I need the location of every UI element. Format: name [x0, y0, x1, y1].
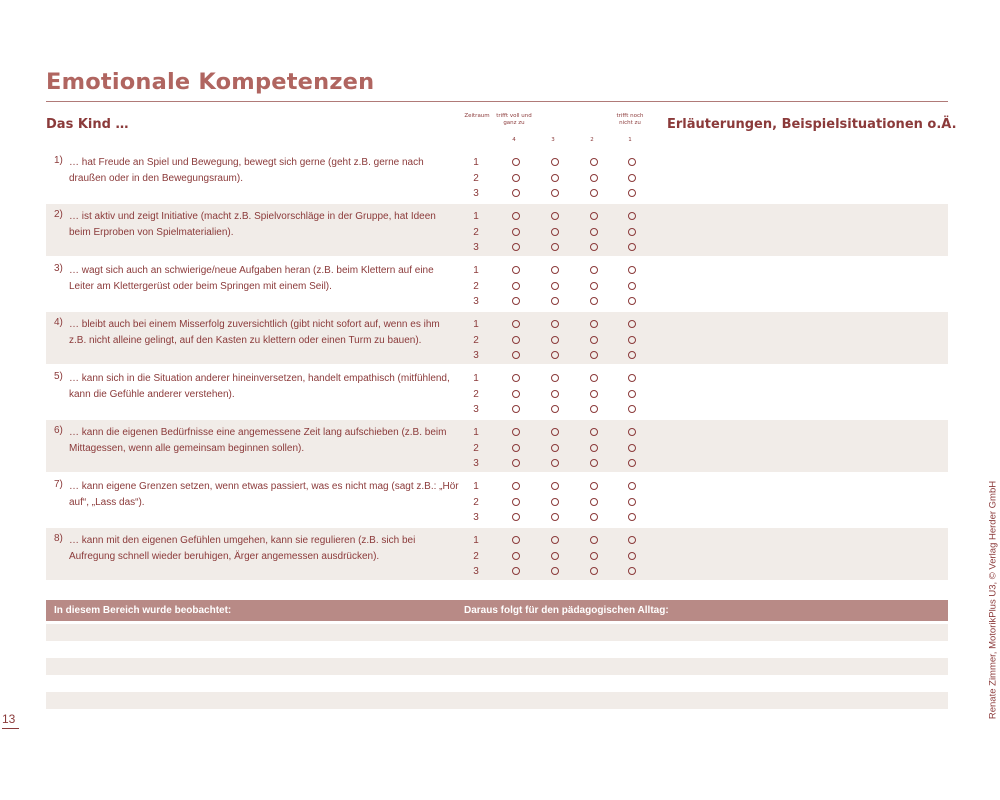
write-line-2[interactable]	[46, 658, 948, 675]
rating-column-1	[628, 536, 636, 583]
rating-radio[interactable]	[512, 459, 520, 467]
rating-radio[interactable]	[590, 297, 598, 305]
rating-radio[interactable]	[590, 243, 598, 251]
rating-radio[interactable]	[551, 189, 559, 197]
rating-radio[interactable]	[551, 390, 559, 398]
subheading: Das Kind …	[46, 117, 129, 132]
rating-radio[interactable]	[590, 189, 598, 197]
rating-radio[interactable]	[590, 444, 598, 452]
notes-heading: Erläuterungen, Beispielsituationen o.Ä.	[667, 117, 957, 132]
item-row	[46, 474, 948, 526]
rating-radio[interactable]	[551, 513, 559, 521]
rating-radio[interactable]	[512, 390, 520, 398]
period-label: 3	[473, 296, 479, 308]
rating-column-4	[512, 320, 520, 367]
page-number: 13	[2, 712, 16, 726]
item-text: … kann die eigenen Bedürfnisse eine angemessene Zeit lang aufschieben (z.B. beim Mittagessen, wenn alle gemeinsam beginnen sollen).	[69, 427, 447, 454]
rating-radio[interactable]	[551, 158, 559, 166]
rating-radio[interactable]	[628, 405, 636, 413]
rating-column-2	[590, 374, 598, 421]
rating-radio[interactable]	[590, 482, 598, 490]
rating-radio[interactable]	[512, 444, 520, 452]
write-line-1[interactable]	[46, 624, 948, 641]
period-label: 2	[473, 172, 479, 184]
rating-radio[interactable]	[590, 336, 598, 344]
observed-label: In diesem Bereich wurde beobachtet:	[54, 605, 232, 616]
rating-radio[interactable]	[628, 228, 636, 236]
period-label: 1	[473, 157, 479, 168]
rating-radio[interactable]	[551, 444, 559, 452]
rating-radio[interactable]	[551, 351, 559, 359]
rating-column-3	[551, 482, 559, 529]
rating-column-2	[590, 212, 598, 259]
item-row	[46, 204, 948, 256]
period-label: 3	[473, 188, 479, 200]
rating-radio[interactable]	[590, 459, 598, 467]
item-number: 2)	[54, 209, 63, 220]
rating-column-4	[512, 536, 520, 583]
rating-radio[interactable]	[512, 336, 520, 344]
rating-column-2	[590, 482, 598, 529]
rating-radio[interactable]	[512, 498, 520, 506]
zeitraum-header: Zeitraum	[464, 113, 490, 119]
item-text: … wagt sich auch an schwierige/neue Aufgaben heran (z.B. beim Klettern auf eine Leiter am Klettergerüst oder beim Springen mit einem Seil).	[69, 265, 434, 292]
rating-radio[interactable]	[551, 567, 559, 575]
period-numbers	[471, 263, 481, 310]
rating-radio[interactable]	[512, 243, 520, 251]
rating-column-1	[628, 374, 636, 421]
period-label: 3	[473, 566, 479, 578]
rating-radio[interactable]	[551, 174, 559, 182]
rating-column-3	[551, 158, 559, 205]
item-number: 6)	[54, 425, 63, 436]
rating-column-4	[512, 428, 520, 475]
rating-radio[interactable]	[628, 513, 636, 521]
period-label: 1	[473, 211, 479, 222]
rating-column-4	[512, 158, 520, 205]
rating-radio[interactable]	[628, 552, 636, 560]
rating-radio[interactable]	[551, 459, 559, 467]
item-number: 1)	[54, 155, 63, 166]
rating-radio[interactable]	[628, 498, 636, 506]
rating-radio[interactable]	[512, 320, 520, 328]
rating-radio[interactable]	[551, 228, 559, 236]
item-text: … ist aktiv und zeigt Initiative (macht z.B. Spielvorschläge in der Gruppe, hat Ideen beim Erproben von Spielmaterialien).	[69, 211, 436, 238]
rating-radio[interactable]	[551, 243, 559, 251]
rating-radio[interactable]	[590, 228, 598, 236]
rating-radio[interactable]	[512, 405, 520, 413]
title-rule	[46, 101, 948, 102]
rating-radio[interactable]	[512, 536, 520, 544]
item-row	[46, 258, 948, 310]
rating-radio[interactable]	[628, 390, 636, 398]
item-number: 8)	[54, 533, 63, 544]
rating-radio[interactable]	[551, 320, 559, 328]
item-row	[46, 150, 948, 202]
rating-radio[interactable]	[551, 428, 559, 436]
rating-column-1	[628, 266, 636, 313]
rating-column-1	[628, 428, 636, 475]
rating-column-3	[551, 374, 559, 421]
period-label: 3	[473, 512, 479, 524]
full-agree-header: trifft voll und ganz zu	[496, 113, 532, 126]
rating-radio[interactable]	[512, 513, 520, 521]
rating-radio[interactable]	[590, 212, 598, 220]
item-text: … kann eigene Grenzen setzen, wenn etwas passiert, was es nicht mag (sagt z.B.: „Hör auf“, „Lass das“).	[69, 481, 459, 508]
item-row	[46, 366, 948, 418]
rating-column-4	[512, 374, 520, 421]
rating-radio[interactable]	[512, 567, 520, 575]
consequence-label: Daraus folgt für den pädagogischen Alltag:	[464, 605, 669, 616]
rating-column-2	[590, 428, 598, 475]
rating-radio[interactable]	[628, 174, 636, 182]
rating-column-1	[628, 212, 636, 259]
period-label: 1	[473, 481, 479, 492]
period-label: 3	[473, 242, 479, 254]
rating-radio[interactable]	[628, 212, 636, 220]
rating-radio[interactable]	[628, 428, 636, 436]
rating-column-2	[590, 320, 598, 367]
rating-column-4	[512, 482, 520, 529]
rating-radio[interactable]	[512, 158, 520, 166]
rating-radio[interactable]	[551, 405, 559, 413]
rating-radio[interactable]	[628, 320, 636, 328]
rating-radio[interactable]	[512, 174, 520, 182]
rating-radio[interactable]	[590, 351, 598, 359]
rating-radio[interactable]	[590, 498, 598, 506]
not-yet-header: trifft noch nicht zu	[616, 113, 644, 126]
period-label: 2	[473, 334, 479, 346]
rating-radio[interactable]	[551, 297, 559, 305]
rating-radio[interactable]	[628, 243, 636, 251]
rating-radio[interactable]	[512, 552, 520, 560]
period-numbers	[471, 155, 481, 202]
rating-radio[interactable]	[512, 374, 520, 382]
rating-radio[interactable]	[590, 282, 598, 290]
rating-radio[interactable]	[590, 513, 598, 521]
item-number: 5)	[54, 371, 63, 382]
period-label: 3	[473, 350, 479, 362]
page-number-underline	[2, 728, 19, 729]
period-label: 1	[473, 373, 479, 384]
period-label: 2	[473, 496, 479, 508]
rating-column-1	[628, 482, 636, 529]
rating-radio[interactable]	[628, 351, 636, 359]
rating-radio[interactable]	[590, 158, 598, 166]
rating-radio[interactable]	[590, 374, 598, 382]
rating-radio[interactable]	[551, 336, 559, 344]
item-number: 3)	[54, 263, 63, 274]
page-title: Emotionale Kompetenzen	[46, 69, 375, 95]
rating-column-3	[551, 266, 559, 313]
observation-bar	[46, 600, 948, 621]
rating-column-3	[551, 320, 559, 367]
rating-radio[interactable]	[551, 374, 559, 382]
period-label: 1	[473, 265, 479, 276]
rating-column-3	[551, 428, 559, 475]
period-label: 1	[473, 427, 479, 438]
rating-radio[interactable]	[628, 482, 636, 490]
rating-column-1	[628, 320, 636, 367]
scale-2: 2	[590, 137, 594, 143]
rating-radio[interactable]	[551, 552, 559, 560]
rating-radio[interactable]	[590, 405, 598, 413]
rating-radio[interactable]	[512, 282, 520, 290]
period-numbers	[471, 425, 481, 472]
rating-radio[interactable]	[590, 428, 598, 436]
period-numbers	[471, 317, 481, 364]
rating-radio[interactable]	[512, 212, 520, 220]
item-number: 4)	[54, 317, 63, 328]
rating-column-1	[628, 158, 636, 205]
period-label: 1	[473, 319, 479, 330]
period-numbers	[471, 371, 481, 418]
period-label: 2	[473, 280, 479, 292]
rating-radio[interactable]	[512, 351, 520, 359]
item-text: … kann sich in die Situation anderer hineinversetzen, handelt empathisch (mitfühlend, kann die Gefühle anderer verstehen).	[69, 373, 450, 400]
item-row	[46, 420, 948, 472]
rating-radio[interactable]	[590, 536, 598, 544]
rating-column-4	[512, 266, 520, 313]
rating-radio[interactable]	[590, 320, 598, 328]
rating-radio[interactable]	[628, 444, 636, 452]
item-number: 7)	[54, 479, 63, 490]
rating-radio[interactable]	[551, 498, 559, 506]
item-row	[46, 312, 948, 364]
item-row	[46, 528, 948, 580]
item-text: … hat Freude an Spiel und Bewegung, bewegt sich gerne (geht z.B. gerne nach draußen oder in den Bewegungsraum).	[69, 157, 424, 184]
period-numbers	[471, 209, 481, 256]
period-numbers	[471, 479, 481, 526]
rating-column-3	[551, 212, 559, 259]
rating-column-2	[590, 536, 598, 583]
rating-radio[interactable]	[628, 567, 636, 575]
rating-column-2	[590, 158, 598, 205]
rating-radio[interactable]	[551, 282, 559, 290]
period-label: 2	[473, 442, 479, 454]
period-label: 2	[473, 388, 479, 400]
rating-radio[interactable]	[628, 282, 636, 290]
rating-radio[interactable]	[590, 266, 598, 274]
rating-radio[interactable]	[628, 158, 636, 166]
period-label: 2	[473, 550, 479, 562]
period-label: 3	[473, 404, 479, 416]
rating-radio[interactable]	[512, 482, 520, 490]
rating-radio[interactable]	[628, 266, 636, 274]
rating-radio[interactable]	[628, 336, 636, 344]
scale-1: 1	[628, 137, 632, 143]
rating-radio[interactable]	[551, 482, 559, 490]
scale-3: 3	[551, 137, 555, 143]
rating-column-3	[551, 536, 559, 583]
rating-radio[interactable]	[628, 536, 636, 544]
rating-radio[interactable]	[628, 459, 636, 467]
rating-radio[interactable]	[512, 228, 520, 236]
write-line-3[interactable]	[46, 692, 948, 709]
rating-radio[interactable]	[512, 189, 520, 197]
rating-column-2	[590, 266, 598, 313]
rating-radio[interactable]	[590, 390, 598, 398]
period-label: 2	[473, 226, 479, 238]
item-text: … kann mit den eigenen Gefühlen umgehen, kann sie regulieren (z.B. sich bei Aufregung schnell wieder beruhigen, Ärger angemessen ausdrücken).	[69, 535, 416, 562]
rating-radio[interactable]	[551, 212, 559, 220]
period-numbers	[471, 533, 481, 580]
rating-radio[interactable]	[628, 189, 636, 197]
rating-radio[interactable]	[590, 174, 598, 182]
rating-radio[interactable]	[512, 266, 520, 274]
rating-column-4	[512, 212, 520, 259]
rating-radio[interactable]	[628, 374, 636, 382]
item-text: … bleibt auch bei einem Misserfolg zuversichtlich (gibt nicht sofort auf, wenn es ihm z.B. nicht alleine gelingt, auf den Kasten zu klettern oder einen Turm zu bauen).	[69, 319, 440, 346]
rating-radio[interactable]	[512, 297, 520, 305]
scale-4: 4	[512, 137, 516, 143]
rating-radio[interactable]	[551, 536, 559, 544]
side-credit: Renate Zimmer, MotorikPlus U3, © Verlag Herder GmbH	[987, 480, 999, 720]
rating-radio[interactable]	[512, 428, 520, 436]
rating-radio[interactable]	[628, 297, 636, 305]
period-label: 1	[473, 535, 479, 546]
rating-radio[interactable]	[590, 552, 598, 560]
period-label: 3	[473, 458, 479, 470]
rating-radio[interactable]	[551, 266, 559, 274]
rating-radio[interactable]	[590, 567, 598, 575]
